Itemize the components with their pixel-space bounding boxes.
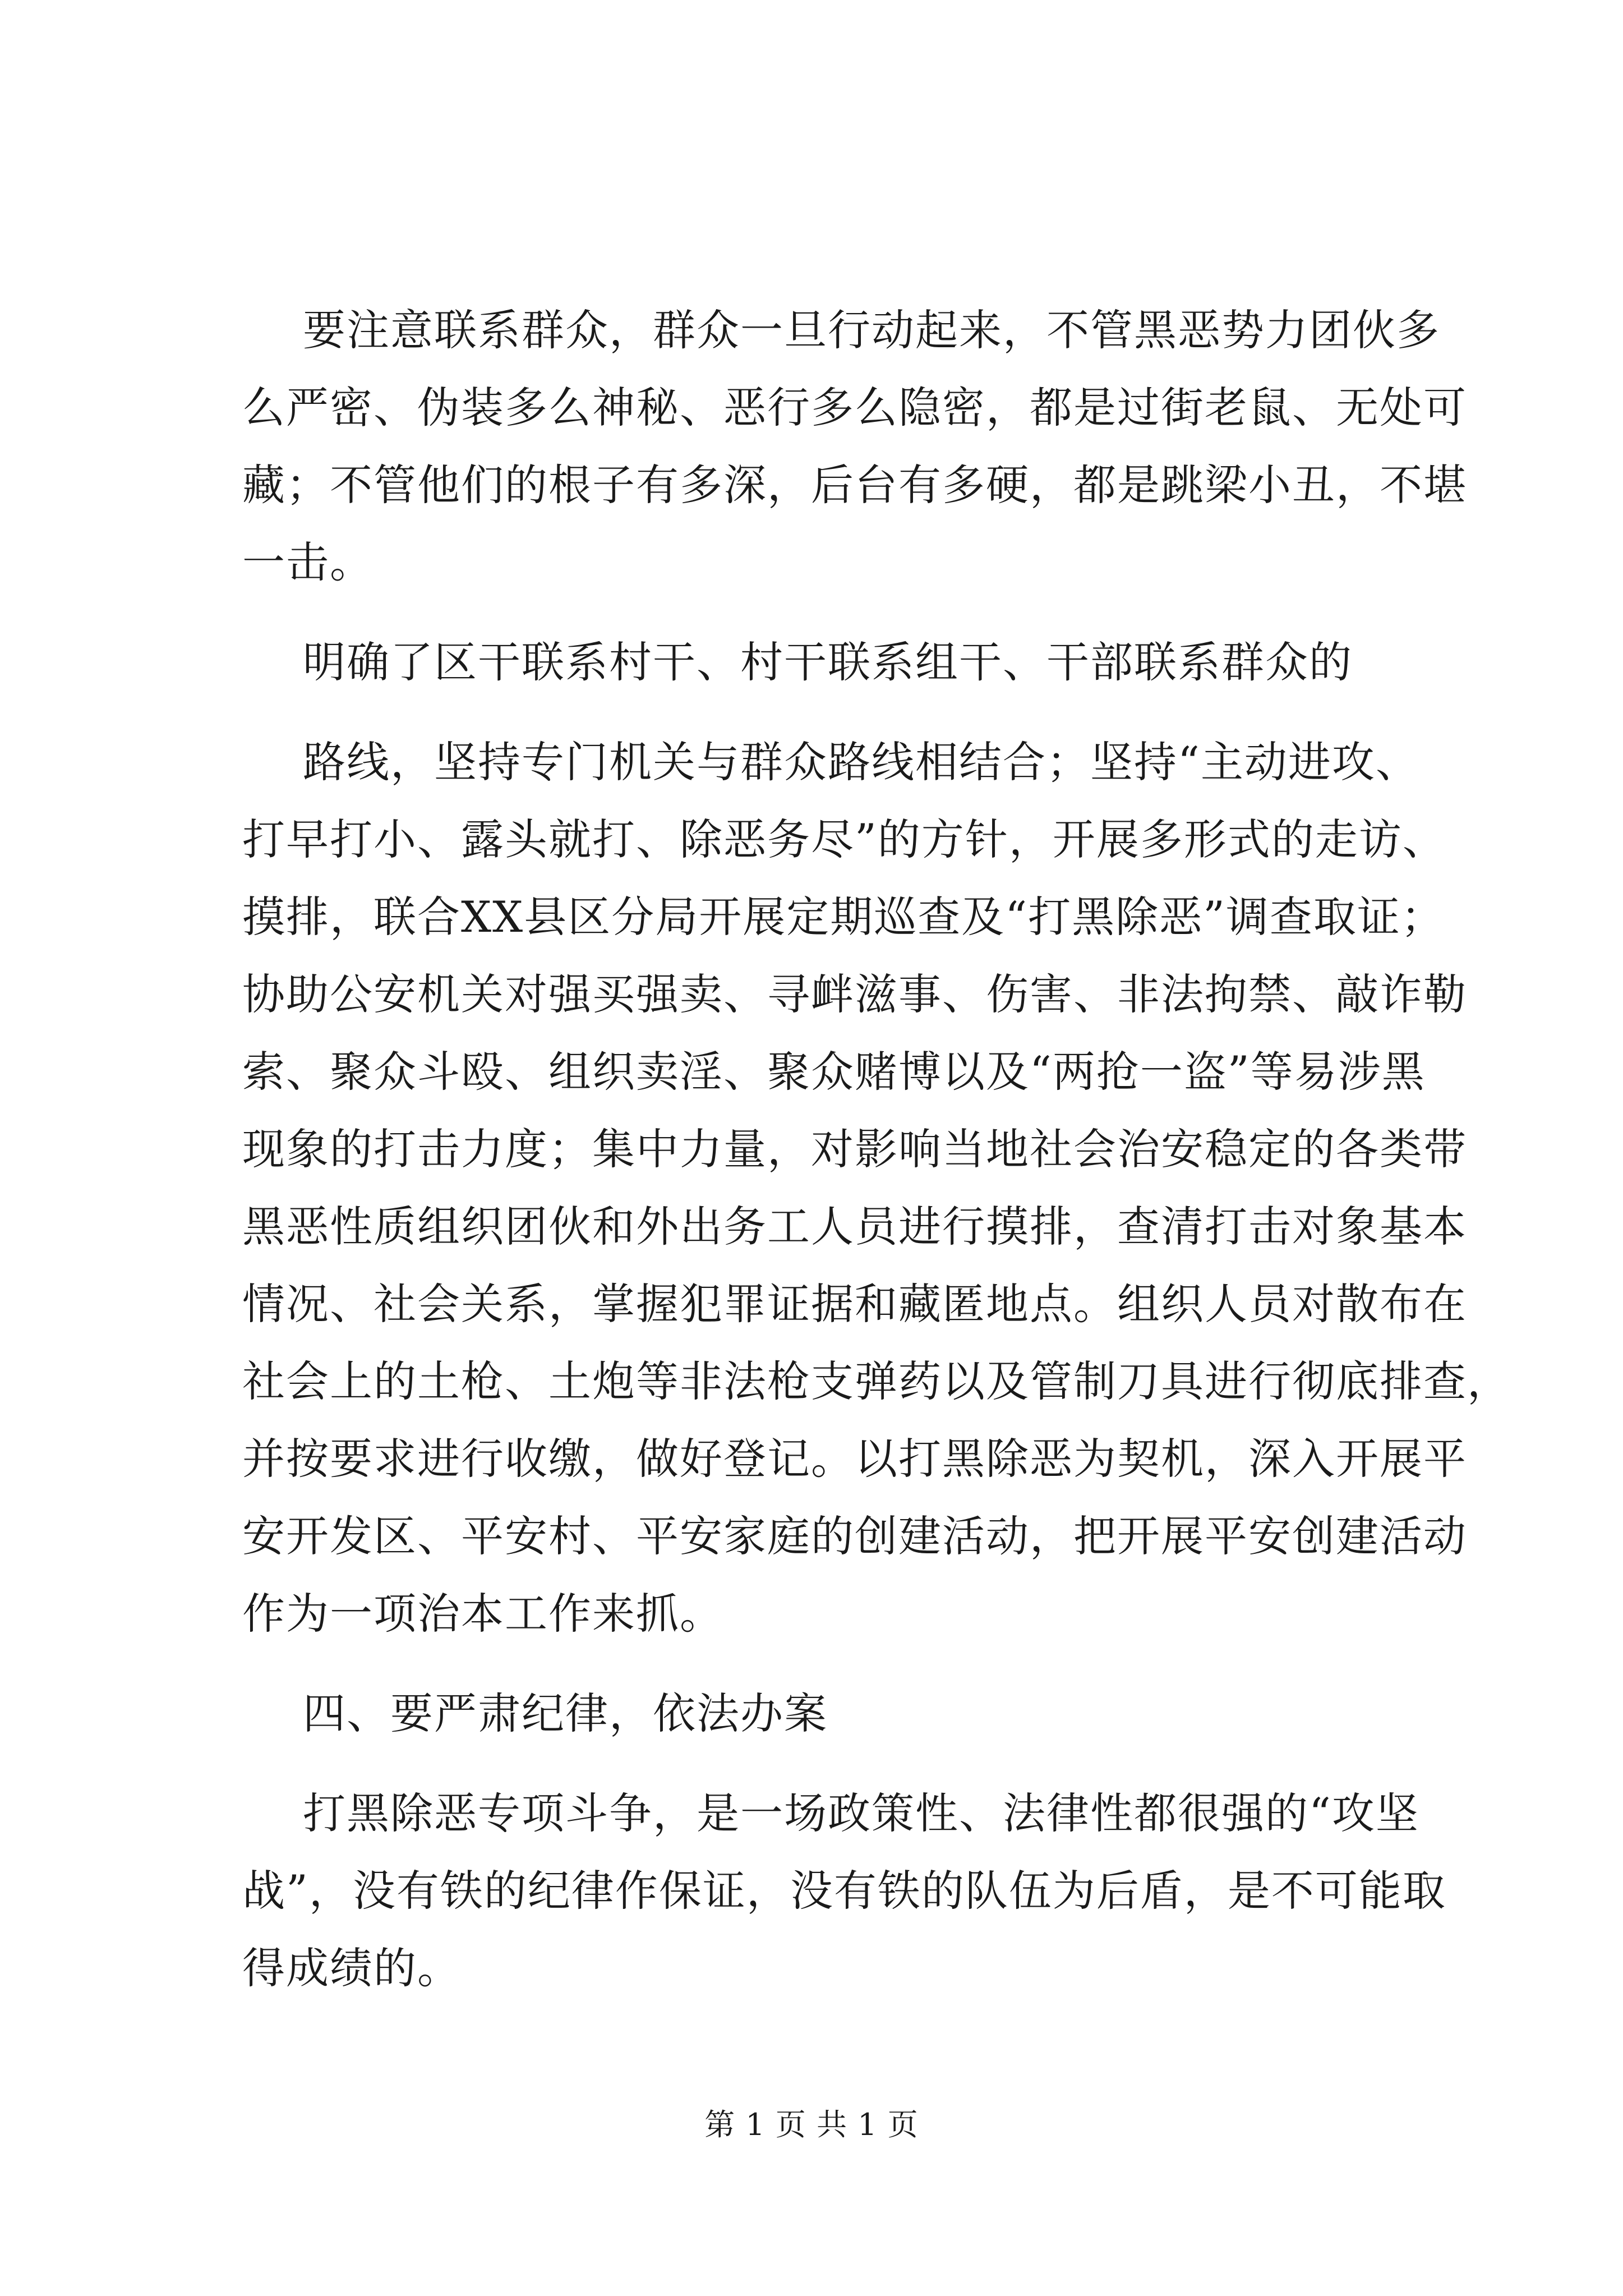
paragraph-3-line-6: 现象的打击力度；集中力量，对影响当地社会治安稳定的各类带 — [242, 1124, 1467, 1174]
paragraph-3-line-7: 黑恶性质组织团伙和外出务工人员进行摸排，查清打击对象基本 — [242, 1202, 1467, 1251]
paragraph-5-line-1: 打黑除恶专项斗争，是一场政策性、法律性都很强的“攻坚 — [303, 1788, 1419, 1838]
paragraph-3-line-2: 打早打小、露头就打、除恶务尽”的方针，开展多形式的走访、 — [242, 815, 1446, 864]
paragraph-3-line-4: 协助公安机关对强买强卖、寻衅滋事、伤害、非法拘禁、敲诈勒 — [242, 969, 1467, 1019]
paragraph-3-line-11: 安开发区、平安村、平安家庭的创建活动，把开展平安创建活动 — [242, 1511, 1467, 1561]
paragraph-3-line-10: 并按要求进行收缴，做好登记。以打黑除恶为契机，深入开展平 — [242, 1434, 1467, 1484]
section-heading: 四、要严肃纪律，依法办案 — [303, 1688, 828, 1738]
paragraph-5-line-2: 战”，没有铁的纪律作保证，没有铁的队伍为后盾，是不可能取 — [242, 1866, 1446, 1916]
page-number-footer: 第 1 页 共 1 页 — [704, 2107, 919, 2142]
paragraph-5-line-3: 得成绩的。 — [242, 1943, 461, 1993]
paragraph-3-line-1: 路线，坚持专门机关与群众路线相结合；坚持“主动进攻、 — [303, 737, 1419, 787]
paragraph-3-line-9: 社会上的土枪、土炮等非法枪支弹药以及管制刀具进行彻底排查， — [242, 1356, 1511, 1406]
paragraph-3-line-12: 作为一项治本工作来抓。 — [242, 1589, 723, 1639]
paragraph-2-line-1: 明确了区干联系村干、村干联系组干、干部联系群众的 — [303, 637, 1353, 687]
paragraph-3-line-8: 情况、社会关系，掌握犯罪证据和藏匿地点。组织人员对散布在 — [242, 1279, 1467, 1329]
paragraph-1-line-2: 么严密、伪装多么神秘、恶行多么隐密，都是过街老鼠、无处可 — [242, 383, 1467, 432]
paragraph-1-line-3: 藏；不管他们的根子有多深，后台有多硬，都是跳梁小丑，不堪 — [242, 460, 1467, 510]
paragraph-3-line-3: 摸排，联合XX县区分局开展定期巡查及“打黑除恶”调查取证； — [242, 892, 1445, 942]
paragraph-1-line-1: 要注意联系群众，群众一旦行动起来，不管黑恶势力团伙多 — [303, 305, 1440, 355]
document-body — [242, 292, 1511, 2007]
paragraph-3-line-5: 索、聚众斗殴、组织卖淫、聚众赌博以及“两抢一盗”等易涉黑 — [242, 1047, 1426, 1097]
paragraph-1-line-4: 一击。 — [242, 537, 374, 587]
